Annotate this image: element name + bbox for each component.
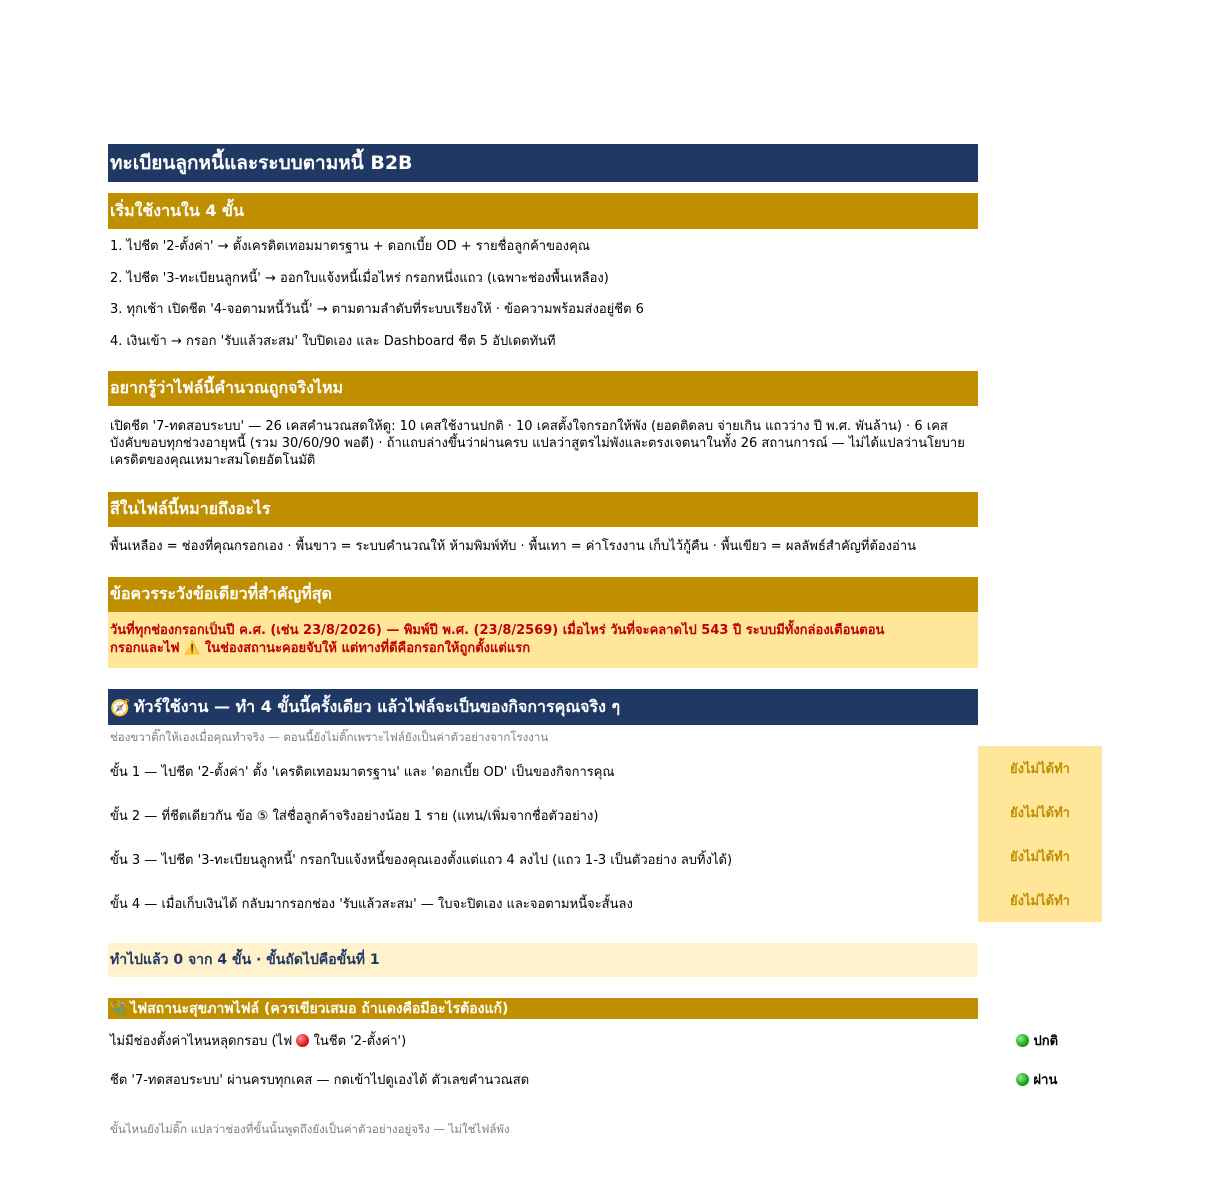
tour-step-4: ขั้น 4 — เมื่อเก็บเงินได้ กลับมากรอกช่อง 'รับแล้วสะสม' — ใบจะปิดเอง และจอตามหนี้จะสั้นลง	[110, 897, 633, 912]
caution-line-1: วันที่ทุกช่องกรอกเป็นปี ค.ศ. (เช่น 23/8/2026) — พิมพ์ปี พ.ศ. (23/8/2569) เมื่อไหร่ วันที่จะคลาดไป 543 ปี ระบบมีทั้งกล่องเตือนตอน	[110, 623, 885, 638]
health-row-1-text-a: ไม่มีช่องตั้งค่าไหนหลุดกรอบ (ไฟ	[110, 1034, 293, 1049]
health-heading: ไฟสถานะสุขภาพไฟล์ (ควรเขียวเสมอ ถ้าแดงคือมีอะไรต้องแก้)	[130, 1000, 509, 1017]
caution-heading: ข้อควรระวังข้อเดียวที่สำคัญที่สุด	[108, 577, 978, 612]
start-item-1: 1. ไปชีต '2-ตั้งค่า' → ตั้งเครดิตเทอมมาตรฐาน + ดอกเบี้ย OD + รายชื่อลูกค้าของคุณ	[110, 239, 590, 254]
verify-heading: อยากรู้ว่าไฟล์นี้คำนวณถูกจริงไหม	[108, 371, 978, 406]
tour-note: ช่องขวาติ๊กให้เองเมื่อคุณทำจริง — ตอนนี้ยังไม่ติ๊กเพราะไฟล์ยังเป็นค่าตัวอย่างจากโรงงาน	[110, 730, 549, 744]
start-item-2: 2. ไปชีต '3-ทะเบียนลูกหนี้' → ออกใบแจ้งหนี้เมื่อไหร่ กรอกหนึ่งแถว (เฉพาะช่องพื้นเหลือง)	[110, 271, 609, 286]
tour-step-1-status: ยังไม่ได้ทำ	[978, 746, 1102, 790]
start-item-4: 4. เงินเข้า → กรอก 'รับแล้วสะสม' ใบปิดเอง และ Dashboard ชีต 5 อัปเดตทันที	[110, 334, 556, 349]
caution-line-2-end: ในช่องสถานะคอยจับให้ แต่ทางที่ดีคือกรอกให้ถูกตั้งแต่แรก	[204, 641, 531, 656]
green-light-icon	[1016, 1034, 1029, 1047]
tour-step-2: ขั้น 2 — ที่ชีตเดียวกัน ข้อ ⑤ ใส่ชื่อลูกค้าจริงอย่างน้อย 1 ราย (แทน/เพิ่มจากชื่อตัวอย่าง)	[110, 809, 599, 824]
health-footnote: ขั้นไหนยังไม่ติ๊ก แปลว่าช่องที่ขั้นนั้นพูดถึงยังเป็นค่าตัวอย่างอยู่จริง — ไม่ใช่ไฟล์พัง	[110, 1122, 510, 1136]
tour-heading: ทัวร์ใช้งาน — ทำ 4 ขั้นนี้ครั้งเดียว แล้วไฟล์จะเป็นของกิจการคุณจริง ๆ	[133, 696, 621, 716]
warning-icon: ⚠️	[184, 641, 201, 656]
colors-heading: สีในไฟล์นี้หมายถึงอะไร	[108, 492, 978, 527]
tour-step-3-status: ยังไม่ได้ทำ	[978, 834, 1102, 878]
health-row-2-status-label: ผ่าน	[1033, 1073, 1058, 1088]
start-item-3: 3. ทุกเช้า เปิดชีต '4-จอตามหนี้วันนี้' → ตามตามลำดับที่ระบบเรียงให้ · ข้อความพร้อมส่งอยู่ชีต 6	[110, 302, 644, 317]
colors-body: พื้นเหลือง = ช่องที่คุณกรอกเอง · พื้นขาว = ระบบคำนวณให้ ห้ามพิมพ์ทับ · พื้นเทา = ค่าโรงงาน เก็บไว้กู้คืน · พื้นเขียว = ผลลัพธ์สำคัญที่ต้องอ่าน	[110, 539, 917, 554]
tour-heading-bar	[108, 689, 978, 725]
verify-body: เปิดชีต '7-ทดสอบระบบ' — 26 เคสคำนวณสดให้ดู: 10 เคสใช้งานปกติ · 10 เคสตั้งใจกรอกให้พัง (ยอดติดลบ จ่ายเกิน แถวว่าง ปี พ.ศ. พันล้าน) · 6 เคสบังคับขอบทุกช่วงอายุหนี้ (รวม 30/60/90 พอดี) · ถ้าแถบล่างขึ้นว่าผ่านครบ แปลว่าสูตรไม่พังและตรงเจตนาในทั้ง 26 สถานการณ์ — ไม่ได้แปลว่านโยบายเครดิตของคุณเหมาะสมโดยอัตโนมัติ	[110, 419, 965, 468]
health-row-1-status-label: ปกติ	[1033, 1034, 1059, 1049]
health-row-1-text-b: ในชีต '2-ตั้งค่า')	[313, 1034, 407, 1049]
caution-line-2	[110, 640, 976, 658]
start-heading: เริ่มใช้งานใน 4 ขั้น	[108, 193, 978, 229]
tour-step-3: ขั้น 3 — ไปชีต '3-ทะเบียนลูกหนี้' กรอกใบแจ้งหนี้ของคุณเองตั้งแต่แถว 4 ลงไป (แถว 1-3 เป็นตัวอย่าง ลบทิ้งได้)	[110, 853, 733, 868]
compass-icon: 🧭	[110, 697, 130, 717]
health-row-2-text: ชีต '7-ทดสอบระบบ' ผ่านครบทุกเคส — กดเข้าไปดูเองได้ ตัวเลขคำนวณสด	[110, 1073, 530, 1088]
health-row-1	[110, 1030, 406, 1051]
health-row-2-status	[1016, 1069, 1057, 1090]
tour-progress: ทำไปแล้ว 0 จาก 4 ขั้น · ขั้นถัดไปคือขั้นที่ 1	[108, 943, 978, 977]
tour-step-4-status: ยังไม่ได้ทำ	[978, 878, 1102, 922]
stethoscope-icon: 🩺	[110, 1001, 127, 1016]
tour-step-2-status: ยังไม่ได้ทำ	[978, 790, 1102, 834]
health-heading-bar	[108, 998, 978, 1019]
caution-box	[108, 612, 978, 668]
health-row-2	[110, 1069, 529, 1090]
green-light-icon	[1016, 1073, 1029, 1086]
red-light-icon	[296, 1034, 309, 1047]
tour-step-1: ขั้น 1 — ไปชีต '2-ตั้งค่า' ตั้ง 'เครดิตเทอมมาตรฐาน' และ 'ดอกเบี้ย OD' เป็นของกิจการคุณ	[110, 765, 615, 780]
page-title: ทะเบียนลูกหนี้และระบบตามหนี้ B2B	[108, 144, 978, 182]
health-row-1-status	[1016, 1030, 1058, 1051]
caution-line-2-start: กรอกและไฟ	[110, 641, 180, 656]
